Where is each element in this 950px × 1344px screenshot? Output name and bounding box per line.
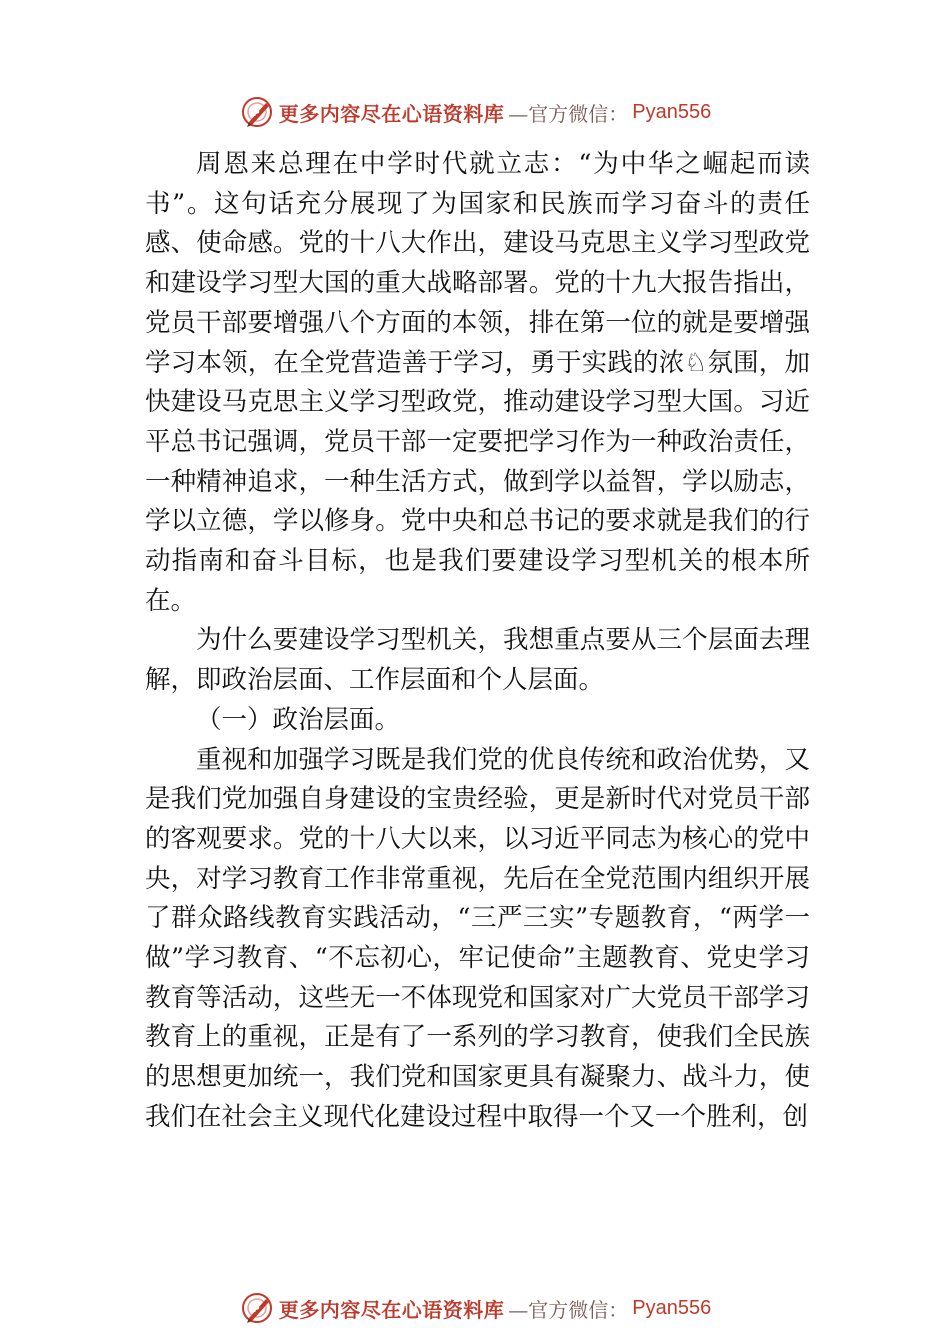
watermark-sub-text: —官方微信： <box>508 1297 629 1322</box>
svg-text:P: P <box>252 1305 260 1315</box>
paragraph-3: 重视和加强学习既是我们党的优良传统和政治优势，又是我们党加强自身建设的宝贵经验，更是新时代对党员干部的客观要求。党的十八大以来，以习近平同志为核心的党中央，对学习教育工作非常重视，先后在全党范围内组织开展了群众路线教育实践活动，“三严三实”专题教育，“两学一做”学习教育、“不忘初心，牢记使命”主题教育、党史学习教育等活动，这些无一不体现党和国家对广大党员干部学习教育上的重视，正是有了一系列的学习教育，使我们全民族的思想更加统一，我们党和国家更具有凝聚力、战斗力，使我们在社会主义现代化建设过程中取得一个又一个胜利，创 <box>145 744 810 1132</box>
watermark-group <box>239 1290 711 1326</box>
watermark-main-text: 更多内容尽在心语资料库 <box>278 1297 505 1322</box>
watermark-sub-text: —官方微信： <box>508 101 629 126</box>
watermark-id-text: Pyan556 <box>632 1296 712 1319</box>
document-body <box>145 145 810 1138</box>
pen-logo-icon <box>239 1290 275 1326</box>
footer-watermark <box>0 1288 950 1328</box>
header-watermark <box>0 92 950 132</box>
paragraph-2: 为什么要建设学习型机关，我想重点要从三个层面去理解，即政治层面、工作层面和个人层面。 <box>145 625 810 696</box>
watermark-id-text: Pyan556 <box>632 100 712 123</box>
paragraph-1: 周恩来总理在中学时代就立志：“为中华之崛起而读书”。这句话充分展现了为国家和民族而学习奋斗的责任感、使命感。党的十八大作出，建设马克思主义学习型政党和建设学习型大国的重大战略部署。党的十九大报告指出，党员干部要增强八个方面的本领，排在第一位的就是要增强学习本领，在全党营造善于学习，勇于实践的浓♘氛围，加快建设马克思主义学习型政党，推动建设学习型大国。习近平总书记强调，党员干部一定要把学习作为一种政治责任，一种精神追求，一种生活方式，做到学以益智，学以励志，学以立德，学以修身。党中央和总书记的要求就是我们的行动指南和奋斗目标，也是我们要建设学习型机关的根本所在。 <box>145 149 810 616</box>
svg-text:P: P <box>252 109 260 119</box>
section-heading: （一）政治层面。 <box>196 704 401 735</box>
watermark-group <box>239 94 711 130</box>
watermark-main-text: 更多内容尽在心语资料库 <box>278 101 505 126</box>
pen-logo-icon <box>239 94 275 130</box>
